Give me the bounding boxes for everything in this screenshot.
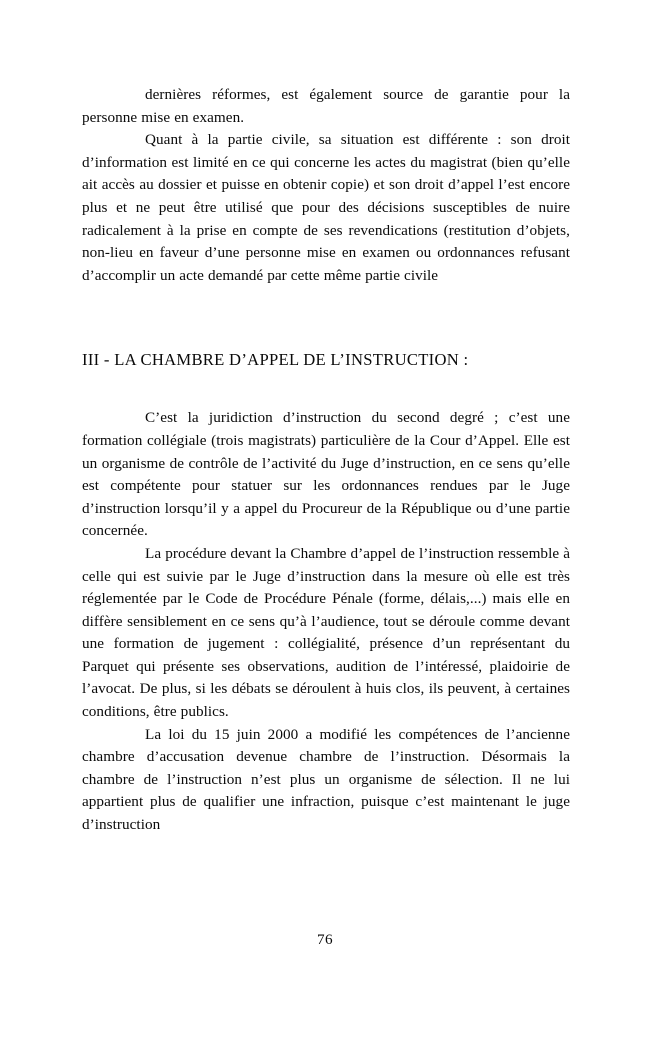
- paragraph-juridiction-second-degre: C’est la juridiction d’instruction du second degré ; c’est une formation collégiale (trois magistrats) particulière de la Cour d’Appel. Elle est un organisme de contrôle de l’activité du Juge d’instruction, en ce sens qu’elle est compétente pour statuer sur les ordonnances rendues par le Juge d’instruction lorsqu’il y a appel du Procureur de la République ou d’une partie concernée.: [82, 409, 570, 540]
- paragraph-dernieres-reformes: dernières réformes, est également source de garantie pour la personne mise en examen.: [82, 86, 570, 126]
- paragraph-la-procedure-devant-la-chambre: La procédure devant la Chambre d’appel de l’instruction ressemble à celle qui est suivie par le Juge d’instruction dans la mesure où elle est très réglementée par le Code de Procédure Pénale (forme, délais,...) mais elle en diffère sensiblement en ce sens qu’à l’audience, tout se déroule comme devant une formation de jugement : collégialité, présence d’un représentant du Parquet qui présente ses observations, audition de l’intéressé, plaidoirie de l’avocat. De plus, si les débats se déroulent à huis clos, ils peuvent, à certaines conditions, être publics.: [82, 544, 570, 721]
- paragraph-quant-a-la-partie-civile: Quant à la partie civile, sa situation est différente : son droit d’information est limité en ce qui concerne les actes du magistrat (bien qu’elle ait accès au dossier et puisse en obtenir copie) et son droit d’appel l’est encore plus et ne peut être utilisé que pour des décisions susceptibles de nuire radicalement à la prise en compte de ses revendications (restitution d’objets, non-lieu en faveur d’une personne mise en examen ou ordonnances refusant d’accomplir un acte demandé par cette même partie civile: [82, 131, 570, 284]
- text-column: [82, 84, 570, 837]
- page-number: 76: [317, 931, 333, 948]
- section-heading-block: [82, 349, 570, 371]
- heading-chambre-d-appel-de-l-instruction: III - LA CHAMBRE D’APPEL DE L’INSTRUCTION :: [82, 350, 469, 370]
- paragraph-la-loi-du-15-juin-2000: La loi du 15 juin 2000 a modifié les compétences de l’ancienne chambre d’accusation devenue chambre de l’instruction. Désormais la chambre de l’instruction n’est plus un organisme de sélection. Il ne lui appartient plus de qualifier une infraction, puisque c’est maintenant le juge d’instruction: [82, 725, 570, 834]
